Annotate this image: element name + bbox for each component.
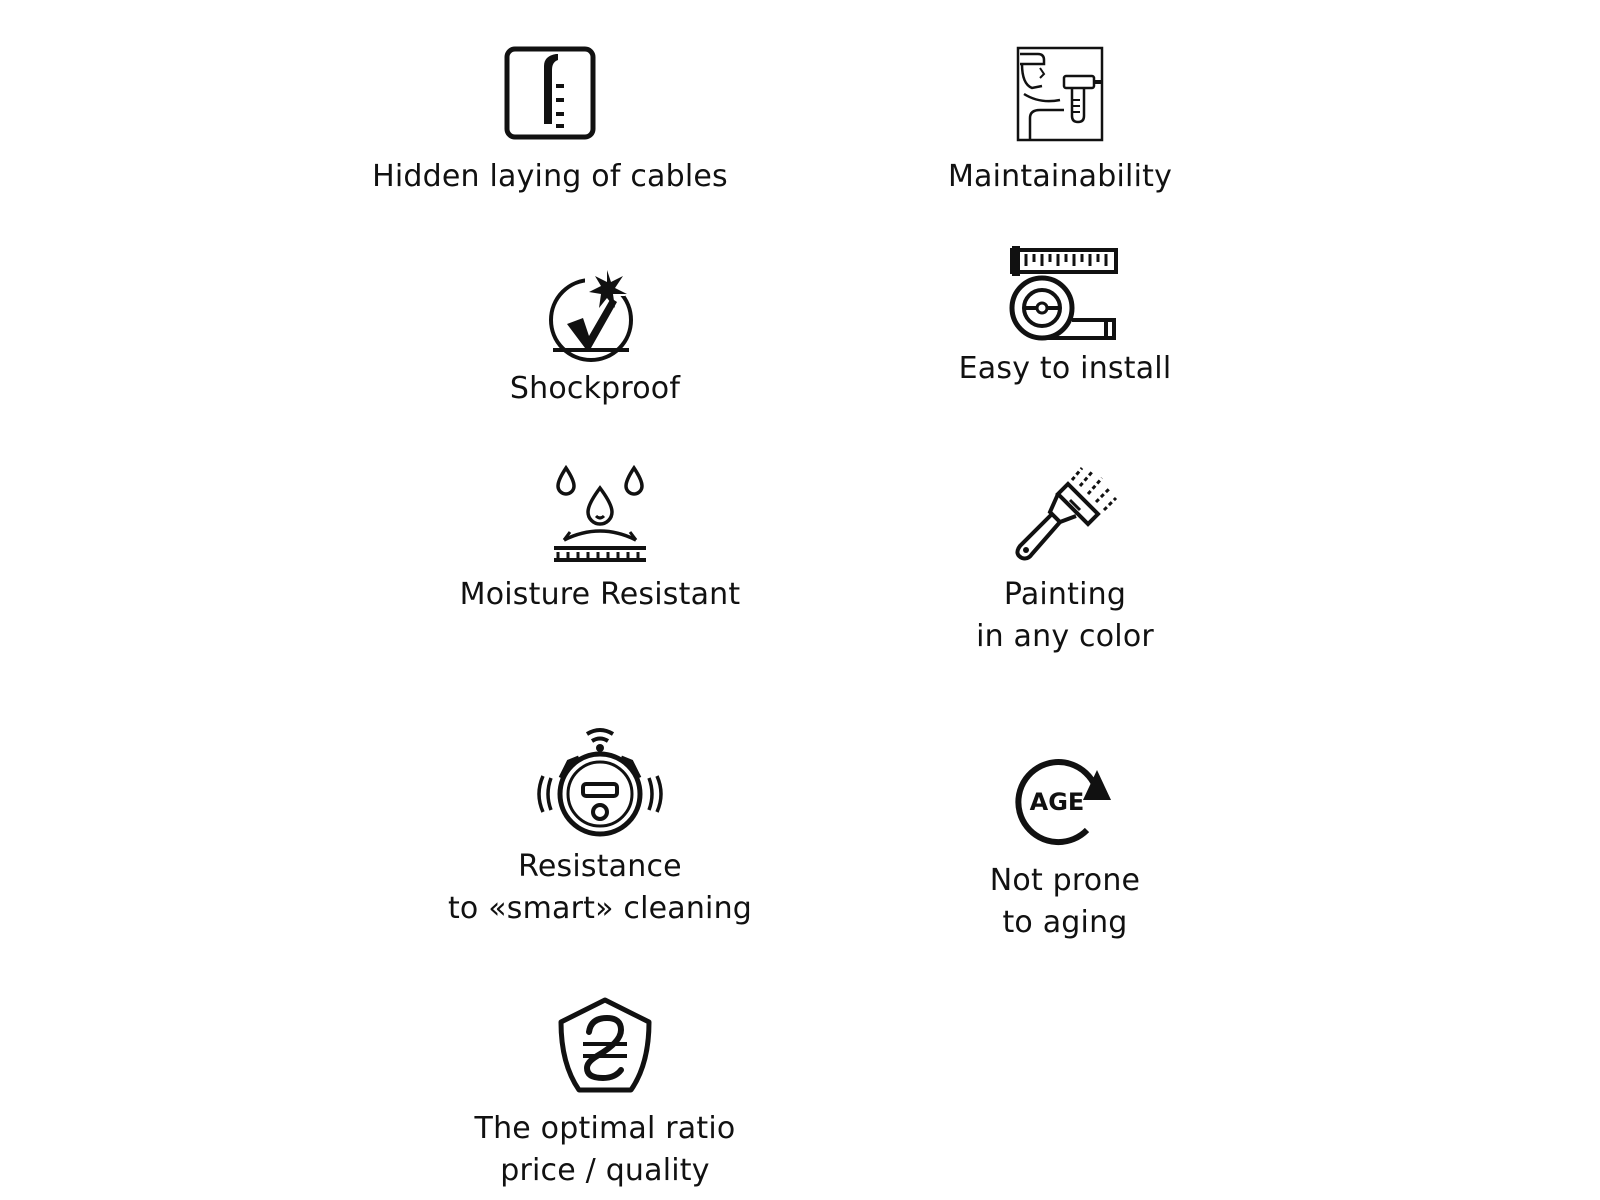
wall-cable-channel-icon: [500, 44, 600, 144]
water-drops-icon: [550, 466, 650, 562]
feature-maintainability: [870, 44, 1250, 198]
feature-easy-install: [880, 246, 1250, 390]
feature-price-quality: [410, 998, 800, 1192]
feature-painting: [880, 464, 1250, 658]
feature-smart-cleaning: [405, 718, 795, 930]
feature-label: Easy to install: [958, 351, 1172, 386]
impact-checkmark-icon: [545, 268, 645, 368]
feature-shockproof: [410, 268, 780, 410]
feature-label: Shockproof: [509, 371, 681, 406]
feature-hidden-cables: [360, 44, 740, 198]
feature-label: Painting in any color: [976, 577, 1154, 654]
age-cycle-icon: [1013, 752, 1117, 848]
paint-brush-icon: [1010, 464, 1120, 564]
feature-moisture: [410, 466, 790, 616]
feature-label: Hidden laying of cables: [372, 159, 728, 194]
feature-label: The optimal ratio price / quality: [474, 1111, 736, 1188]
repair-worker-drill-icon: [1010, 44, 1110, 144]
age-icon-text: AGE: [1029, 788, 1085, 816]
tape-measure-icon: [1010, 246, 1120, 342]
feature-label: Moisture Resistant: [459, 577, 741, 612]
feature-label: Maintainability: [947, 159, 1173, 194]
robot-vacuum-icon: [535, 718, 665, 836]
hryvnia-shield-icon: [555, 998, 655, 1094]
feature-label: Not prone to aging: [989, 863, 1141, 940]
feature-label: Resistance to «smart» cleaning: [447, 849, 753, 926]
feature-aging: [880, 752, 1250, 944]
